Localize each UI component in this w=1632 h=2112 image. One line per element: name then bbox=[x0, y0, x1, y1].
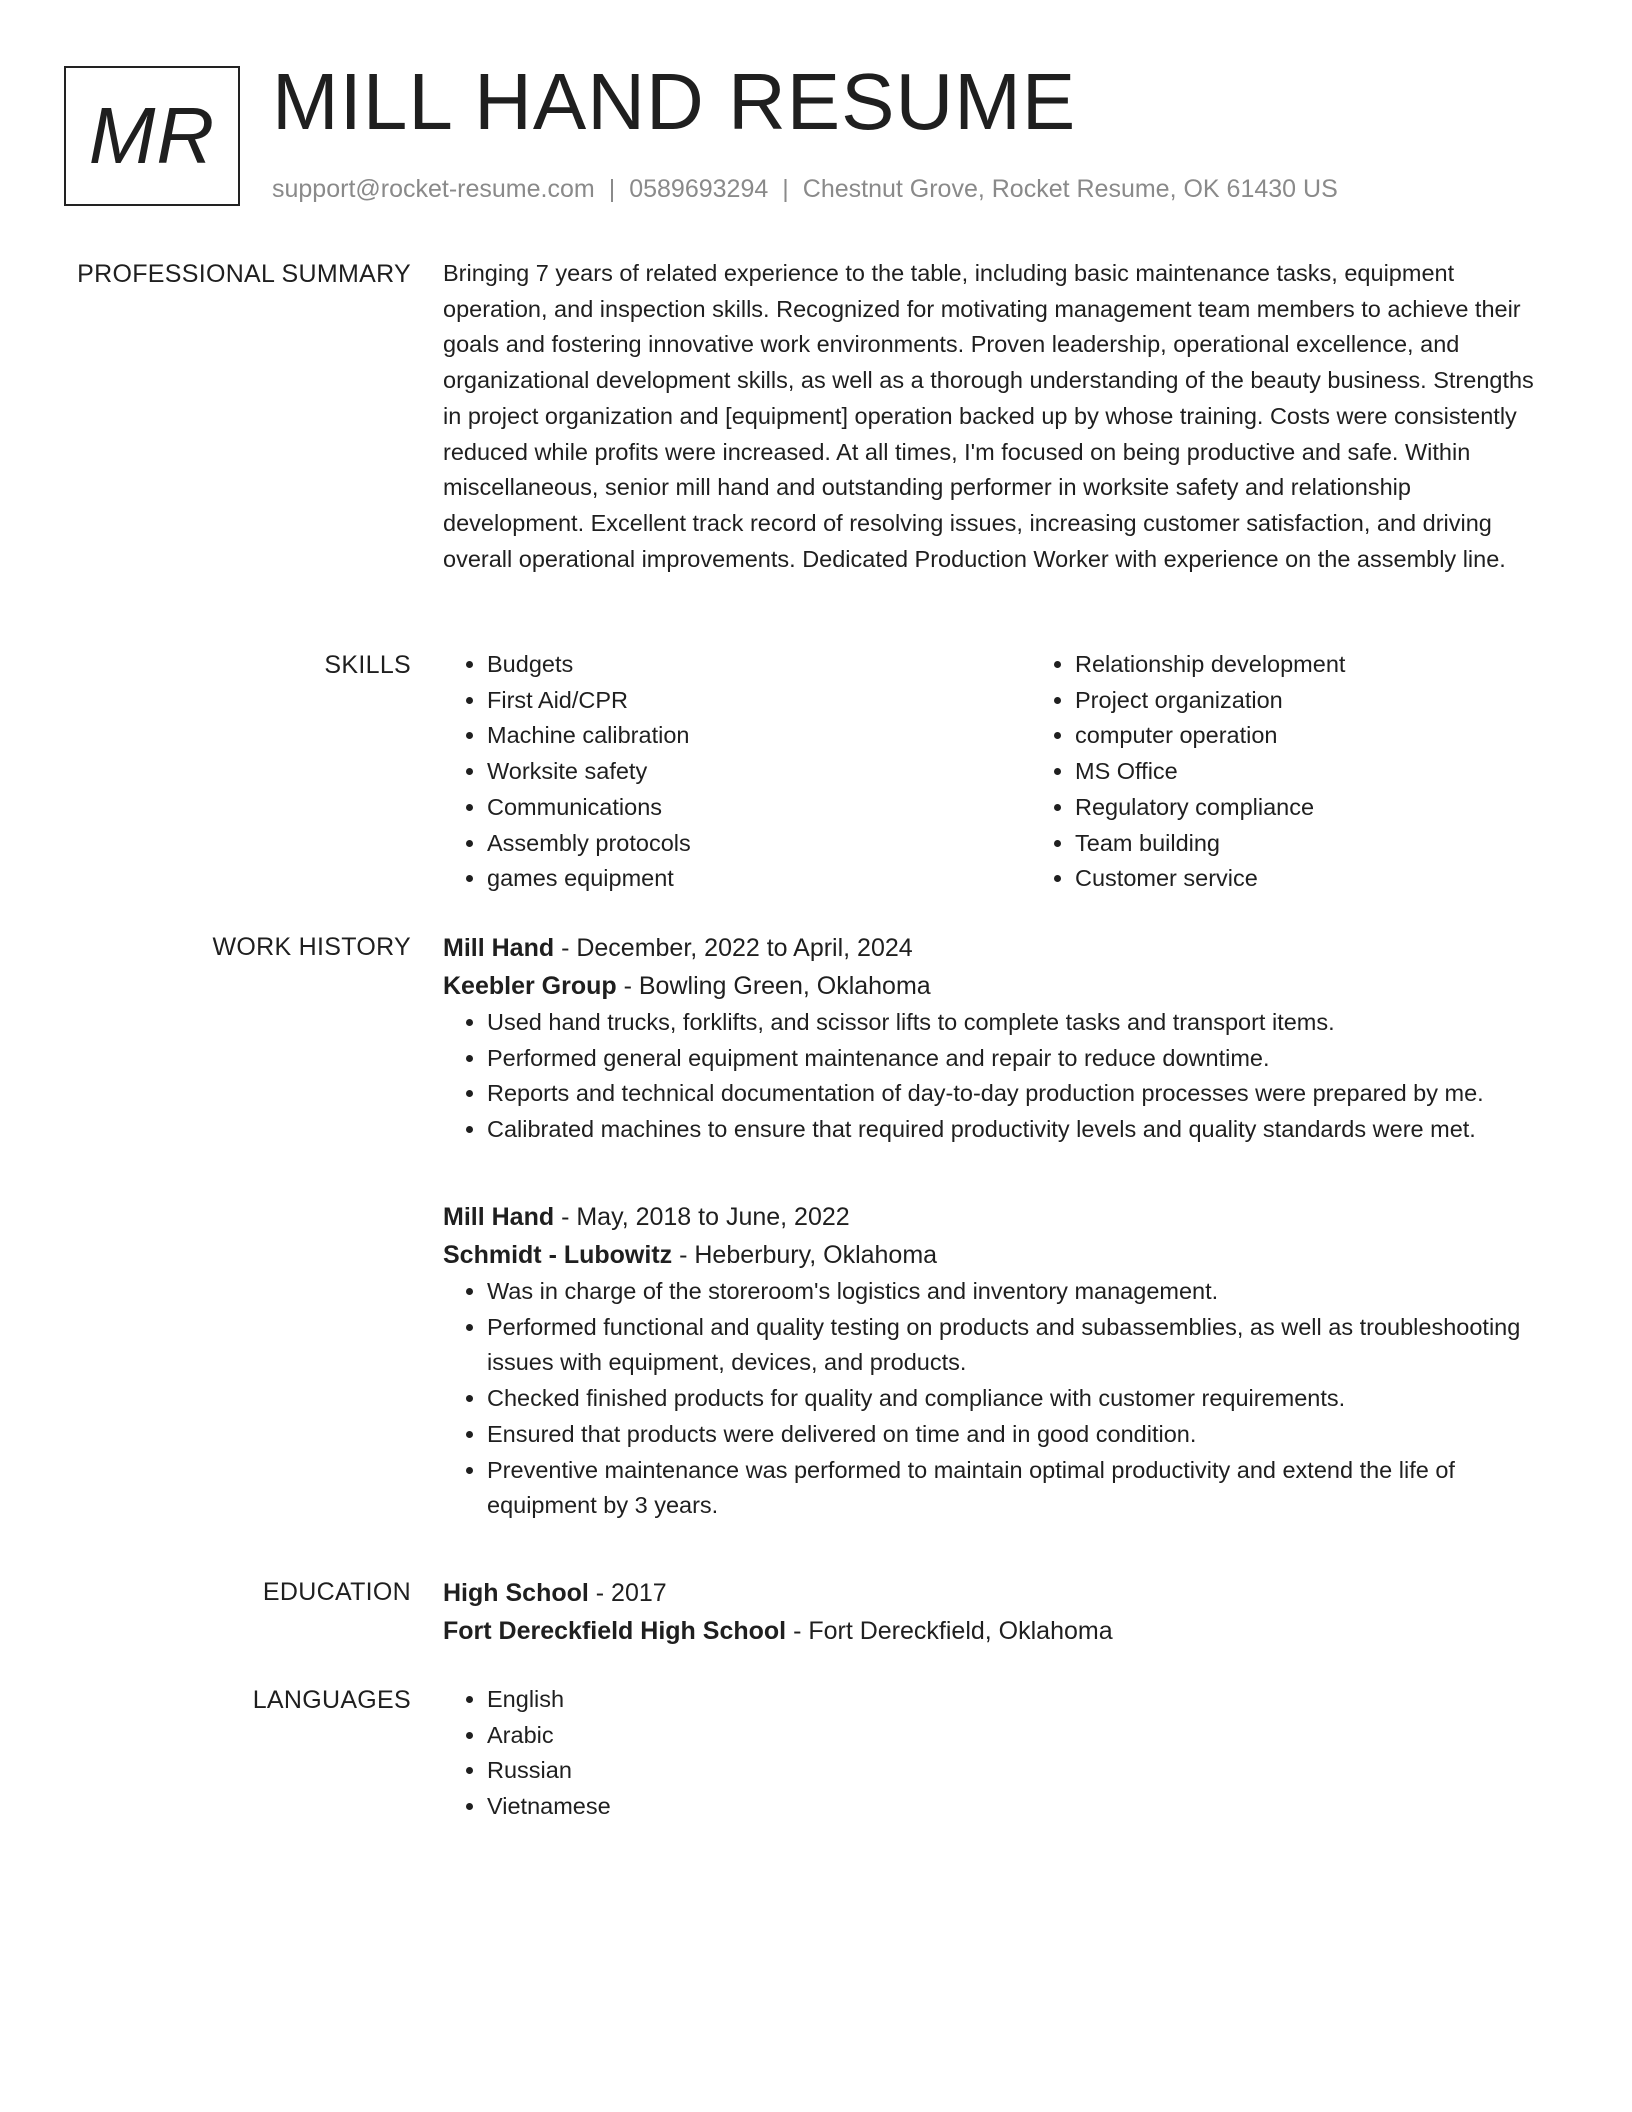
skill-item: • Communications bbox=[487, 790, 1031, 826]
job-duty: • Preventive maintenance was performed to maintain optimal productivity and extend the life of equipment by 3 years. bbox=[487, 1453, 1553, 1524]
skill-item: • games equipment bbox=[487, 861, 1031, 897]
job-duty: • Used hand trucks, forklifts, and scissor lifts to complete tasks and transport items. bbox=[487, 1005, 1553, 1041]
language-item: • Vietnamese bbox=[487, 1789, 1553, 1825]
monogram-initials: MR bbox=[88, 91, 216, 180]
skill-item: • Worksite safety bbox=[487, 754, 1031, 790]
skill-item: • Team building bbox=[1075, 826, 1619, 862]
contact-line bbox=[272, 172, 1338, 206]
job-duties-list bbox=[443, 1274, 1553, 1524]
job-duty: • Performed functional and quality testing on products and subassemblies, as well as troubleshooting issues with equipment, devices, and products. bbox=[487, 1310, 1553, 1381]
skill-item: • Relationship development bbox=[1075, 647, 1619, 683]
education-school: Fort Dereckfield High School bbox=[443, 1617, 787, 1645]
contact-separator: | bbox=[782, 175, 789, 203]
job-location: - Heberbury, Oklahoma bbox=[679, 1241, 938, 1269]
job-role: Mill Hand bbox=[443, 1203, 555, 1231]
contact-email: support@rocket-resume.com bbox=[272, 175, 595, 203]
languages-list bbox=[443, 1682, 1553, 1825]
section-title-languages: LANGUAGES bbox=[252, 1686, 411, 1714]
education-body bbox=[443, 1574, 1553, 1650]
section-title-skills: SKILLS bbox=[324, 651, 411, 679]
skills-list-right bbox=[1031, 647, 1619, 897]
job-title-line bbox=[443, 929, 1553, 967]
skills-body bbox=[443, 647, 1553, 897]
language-item: • Russian bbox=[487, 1753, 1553, 1789]
skill-item: • Assembly protocols bbox=[487, 826, 1031, 862]
job-duties-list bbox=[443, 1005, 1553, 1148]
contact-address: Chestnut Grove, Rocket Resume, OK 61430 US bbox=[802, 175, 1338, 203]
section-title-education: EDUCATION bbox=[262, 1578, 411, 1606]
work-history-body bbox=[443, 929, 1553, 1148]
job-duty: • Calibrated machines to ensure that required productivity levels and quality standards were met. bbox=[487, 1112, 1553, 1148]
job-company: Schmidt - Lubowitz bbox=[443, 1241, 673, 1269]
summary-text: Bringing 7 years of related experience to the table, including basic maintenance tasks, equipment operation, and inspection skills. Recognized for motivating management team members to achieve their goals and fostering innovative work environments. Proven leadership, operational excellence, and organizational development skills, as well as a thorough understanding of the beauty business. Strengths in project organization and [equipment] operation backed up by whose training. Costs were consistently reduced while profits were increased. At all times, I'm focused on being productive and safe. Within miscellaneous, senior mill hand and outstanding performer in worksite safety and relationship development. Excellent track record of resolving issues, increasing customer satisfaction, and driving overall operational improvements. Dedicated Production Worker with experience on the assembly line. bbox=[443, 260, 1534, 572]
contact-phone: 0589693294 bbox=[629, 175, 769, 203]
education-year: - 2017 bbox=[595, 1579, 667, 1607]
education-degree: High School bbox=[443, 1579, 589, 1607]
education-location: - Fort Dereckfield, Oklahoma bbox=[793, 1617, 1113, 1645]
skill-item: • Regulatory compliance bbox=[1075, 790, 1619, 826]
job-duty: • Reports and technical documentation of day-to-day production processes were prepared by me. bbox=[487, 1076, 1553, 1112]
skills-list-left bbox=[443, 647, 1031, 897]
monogram-box bbox=[64, 66, 240, 206]
contact-separator: | bbox=[608, 175, 616, 203]
job-company-line bbox=[443, 1236, 1553, 1274]
work-history-body-2 bbox=[443, 1198, 1553, 1524]
job-location: - Bowling Green, Oklahoma bbox=[623, 972, 931, 1000]
skill-item: • First Aid/CPR bbox=[487, 683, 1031, 719]
job-title-line bbox=[443, 1198, 1553, 1236]
job-duty: • Performed general equipment maintenance and repair to reduce downtime. bbox=[487, 1041, 1553, 1077]
job-entry bbox=[443, 929, 1553, 1148]
section-title-work-history: WORK HISTORY bbox=[212, 933, 411, 961]
language-item: • English bbox=[487, 1682, 1553, 1718]
section-title-summary: PROFESSIONAL SUMMARY bbox=[77, 260, 411, 288]
summary-body bbox=[443, 256, 1553, 577]
language-item: • Arabic bbox=[487, 1718, 1553, 1754]
skill-item: • Budgets bbox=[487, 647, 1031, 683]
job-company-line bbox=[443, 967, 1553, 1005]
skill-item: • Machine calibration bbox=[487, 718, 1031, 754]
job-duty: • Was in charge of the storeroom's logistics and inventory management. bbox=[487, 1274, 1553, 1310]
skill-item: • computer operation bbox=[1075, 718, 1619, 754]
education-degree-line bbox=[443, 1574, 1553, 1612]
job-dates: - December, 2022 to April, 2024 bbox=[561, 934, 913, 962]
education-school-line bbox=[443, 1612, 1553, 1650]
languages-body bbox=[443, 1682, 1553, 1825]
skill-item: • Customer service bbox=[1075, 861, 1619, 897]
skill-item: • Project organization bbox=[1075, 683, 1619, 719]
skill-item: • MS Office bbox=[1075, 754, 1619, 790]
job-role: Mill Hand bbox=[443, 934, 555, 962]
job-company: Keebler Group bbox=[443, 972, 617, 1000]
job-duty: • Checked finished products for quality and compliance with customer requirements. bbox=[487, 1381, 1553, 1417]
resume-title: MILL HAND RESUME bbox=[272, 57, 1077, 146]
job-entry bbox=[443, 1198, 1553, 1524]
job-duty: • Ensured that products were delivered on time and in good condition. bbox=[487, 1417, 1553, 1453]
job-dates: - May, 2018 to June, 2022 bbox=[561, 1203, 850, 1231]
